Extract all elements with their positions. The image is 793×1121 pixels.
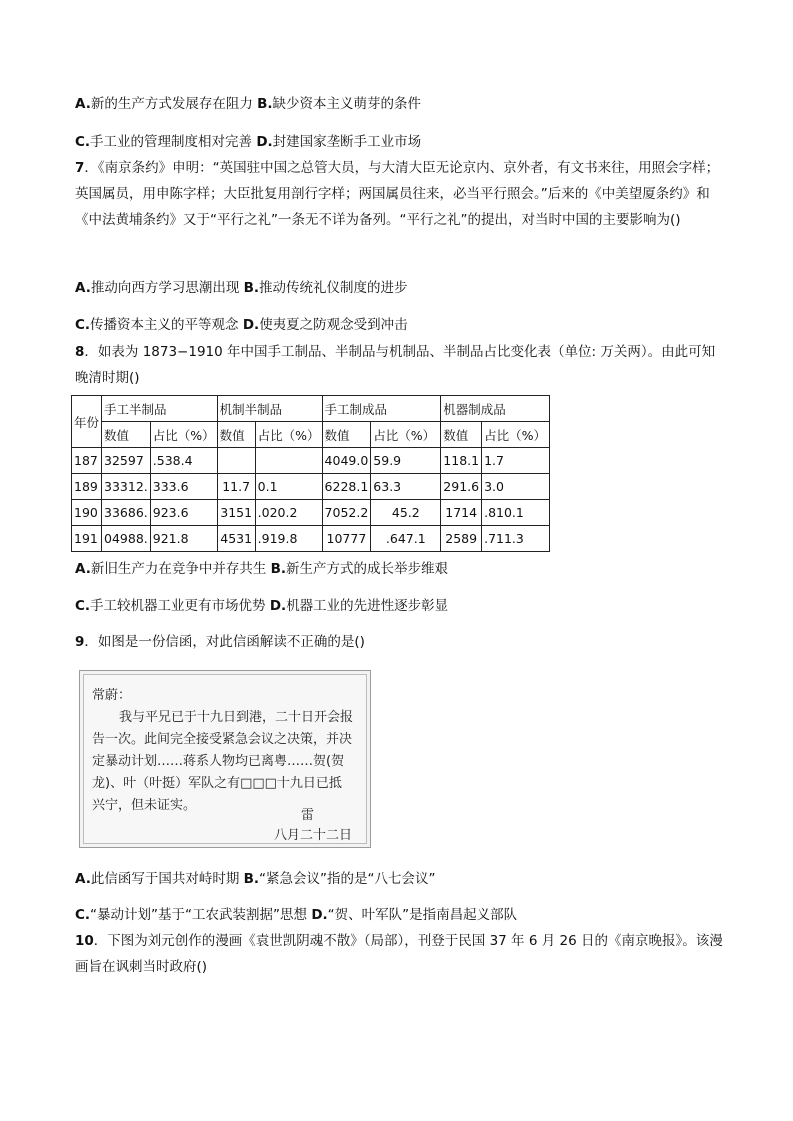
- letter-line: 定暴动计划……蒋系人物均已离粤……贺(贺: [92, 754, 345, 769]
- q10-number: 10: [75, 933, 94, 949]
- table-cell: 4049.0: [322, 448, 371, 474]
- table-cell: 33312.: [102, 474, 151, 500]
- q6-option-c: 手工业的管理制度相对完善: [90, 134, 253, 150]
- table-cell: 921.8: [150, 526, 217, 552]
- q9-stem: [75, 633, 365, 651]
- q6-option-d-letter: D.: [256, 134, 273, 150]
- table-header-year: 年份: [72, 396, 102, 448]
- q7-options-ab: [75, 279, 408, 297]
- table-subheader-percent: 占比（%）: [150, 422, 217, 448]
- table-row: [72, 500, 550, 526]
- q7-stem-text: ．《南京条约》申明：“英国驻中国之总管大员，与大清大臣无论京内、京外者，有文书来往，用照会字样；英国属员，用申陈字样；大臣批复用剖行字样；两国属员往来，必当平行照会。”后来的《中美望厦条约》和《中法黄埔条约》又于“平行之礼”一条无不详为备列。“平行之礼”的提出，对当时中国的主要影响为(): [75, 160, 720, 228]
- table-cell: 1714: [441, 500, 482, 526]
- table-row: [72, 448, 550, 474]
- q10-stem: [75, 928, 735, 980]
- q7-option-a: 推动向西方学习思潮出现: [90, 280, 240, 296]
- table-cell: 3151: [217, 500, 255, 526]
- table-row: [72, 526, 550, 552]
- letter-line: 我与平兄已于十九日到港，二十日开会报: [119, 710, 354, 725]
- q7-option-b: 推动传统礼仪制度的进步: [259, 280, 408, 296]
- q9-number: 9: [75, 634, 85, 650]
- q8-option-c-letter: C.: [75, 598, 91, 614]
- q8-option-a-letter: A.: [75, 561, 91, 577]
- table-cell: [217, 448, 255, 474]
- q9-option-b-letter: B.: [243, 871, 260, 887]
- table-cell: .711.3: [482, 526, 550, 552]
- table-cell: 333.6: [150, 474, 217, 500]
- table-cell: .538.4: [150, 448, 217, 474]
- q6-option-b-letter: B.: [257, 96, 273, 112]
- table-subheader-value: 数值: [322, 422, 371, 448]
- table-cell-year: 190: [72, 500, 102, 526]
- q6-option-a-letter: A.: [75, 96, 91, 112]
- q9-option-a-letter: A.: [75, 871, 91, 887]
- table-subheader-value: 数值: [217, 422, 255, 448]
- letter-line: 龙)、叶（叶挺）军队之有□□□十九日已抵: [92, 776, 342, 791]
- table-cell: 1.7: [482, 448, 550, 474]
- q8-option-d-letter: D.: [269, 598, 287, 614]
- table-row: [72, 474, 550, 500]
- q9-options-cd: [75, 906, 517, 924]
- q7-option-b-letter: B.: [243, 280, 260, 296]
- q8-data-table: [71, 395, 550, 552]
- table-cell: 10777: [322, 526, 371, 552]
- q6-options-ab: [75, 95, 421, 113]
- table-cell: 45.2: [371, 500, 441, 526]
- q6-option-c-letter: C.: [75, 134, 91, 150]
- letter-date: 八月二十二日: [274, 828, 353, 843]
- q9-stem-text: ．如图是一份信函，对此信函解读不正确的是(): [84, 634, 365, 650]
- table-cell: 6228.1: [322, 474, 371, 500]
- q10-stem-text: ．下图为刘元创作的漫画《袁世凯阴魂不散》（局部），刊登于民国 37 年 6 月 26 日的《南京晚报》。该漫画旨在讽刺当时政府(): [75, 933, 723, 975]
- q9-option-b: “紧急会议”指的是“八七会议”: [259, 871, 436, 887]
- table-cell: [255, 448, 322, 474]
- table-subheader-percent: 占比（%）: [255, 422, 322, 448]
- q8-stem: [75, 339, 725, 391]
- letter-line: 兴宁，但未证实。: [92, 798, 197, 813]
- table-header-group: 手工制成品: [322, 396, 441, 422]
- q8-options-ab: [75, 560, 448, 578]
- table-cell: 118.1: [441, 448, 482, 474]
- table-cell: 04988.: [102, 526, 151, 552]
- table-cell: 2589: [441, 526, 482, 552]
- q8-option-d: 机器工业的先进性逐步彰显: [286, 598, 449, 614]
- table-subheader-value: 数值: [441, 422, 482, 448]
- q9-option-a: 此信函写于国共对峙时期: [90, 871, 240, 887]
- q7-option-c-letter: C.: [75, 317, 91, 333]
- table-cell: .810.1: [482, 500, 550, 526]
- q6-option-a: 新的生产方式发展存在阻力: [90, 96, 253, 112]
- q7-options-cd: [75, 316, 408, 334]
- table-subheader-value: 数值: [102, 422, 151, 448]
- q9-option-d-letter: D.: [311, 907, 328, 923]
- table-header-group: 手工半制品: [102, 396, 218, 422]
- table-cell: 291.6: [441, 474, 482, 500]
- q9-option-d: “贺、叶军队”是指南昌起义部队: [327, 907, 518, 923]
- table-cell: 63.3: [371, 474, 441, 500]
- table-cell-year: 187: [72, 448, 102, 474]
- q7-option-d-letter: D.: [242, 317, 260, 333]
- table-cell: .919.8: [255, 526, 322, 552]
- q6-option-d: 封建国家垄断手工业市场: [272, 134, 422, 150]
- q8-option-b-letter: B.: [270, 561, 287, 577]
- table-cell: 0.1: [255, 474, 322, 500]
- q7-option-a-letter: A.: [75, 280, 91, 296]
- table-cell-year: 189: [72, 474, 102, 500]
- letter-line: 告一次。此间完全接受紧急会议之决策，并决: [92, 732, 353, 747]
- table-cell-year: 191: [72, 526, 102, 552]
- q6-option-b: 缺少资本主义萌芽的条件: [272, 96, 422, 112]
- table-subheader-percent: 占比（%）: [371, 422, 441, 448]
- q7-option-c: 传播资本主义的平等观念: [90, 317, 239, 333]
- letter-paper: [83, 674, 367, 844]
- table-header-group: 机器制成品: [441, 396, 550, 422]
- table-cell: 32597: [102, 448, 151, 474]
- letter-salutation: 常蔚：: [92, 688, 132, 703]
- table-cell: 33686.: [102, 500, 151, 526]
- table-cell: 3.0: [482, 474, 550, 500]
- table-cell: .020.2: [255, 500, 322, 526]
- q7-stem: [75, 155, 725, 233]
- table-cell: 11.7: [217, 474, 255, 500]
- q8-option-a: 新旧生产力在竞争中并存共生: [90, 561, 267, 577]
- table-header-group: 机制半制品: [217, 396, 322, 422]
- q8-stem-text: ．如表为 1873−1910 年中国手工制品、半制品与机制品、半制品占比变化表（单位: 万关两）。由此可知晚清时期(): [75, 344, 716, 386]
- q7-number: 7: [75, 160, 85, 176]
- q8-number: 8: [75, 344, 85, 360]
- table-cell: 923.6: [150, 500, 217, 526]
- letter-signature: 雷: [301, 808, 315, 823]
- q9-options-ab: [75, 870, 436, 888]
- table-cell: 7052.2: [322, 500, 371, 526]
- table-subheader-percent: 占比（%）: [482, 422, 550, 448]
- q8-option-c: 手工较机器工业更有市场优势: [90, 598, 266, 614]
- q9-option-c-letter: C.: [75, 907, 91, 923]
- table-cell: 4531: [217, 526, 255, 552]
- table-cell: 59.9: [371, 448, 441, 474]
- q6-options-cd: [75, 133, 421, 151]
- table-cell: .647.1: [371, 526, 441, 552]
- letter-image: [79, 670, 371, 848]
- q8-option-b: 新生产方式的成长举步维艰: [286, 561, 449, 577]
- q8-options-cd: [75, 597, 448, 615]
- q7-option-d: 使夷夏之防观念受到冲击: [259, 317, 408, 333]
- q9-option-c: “暴动计划”基于“工农武装割据”思想: [90, 907, 308, 923]
